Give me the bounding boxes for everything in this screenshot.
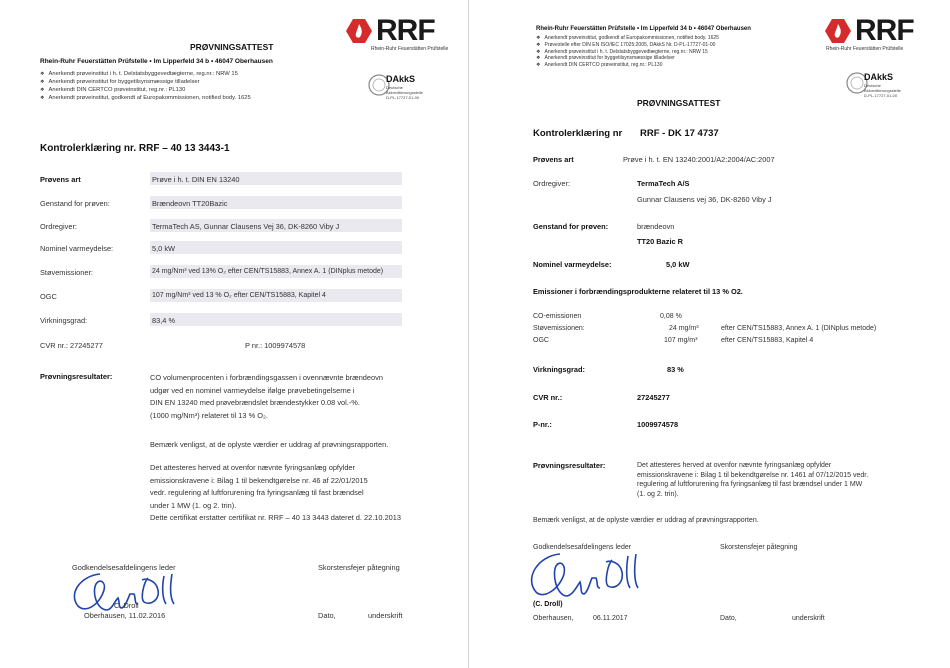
p-label: P-nr.:	[533, 420, 552, 429]
accreditation-item: ❖ Anerkendt DIN CERTCO prøveinstitut, reg.nr.: PL130	[40, 87, 186, 93]
place-date: Oberhausen, 11.02.2016	[84, 611, 166, 620]
row-label: Genstand for prøven:	[40, 199, 110, 208]
result-line: emissionskravene i: Bilag 1 til bekendtgørelse nr. 1461 af 07/12/2015 vedr.	[637, 471, 869, 479]
dakks-caption: Deutsche Akkreditierungsstelle D-PL-17727-01-00	[386, 85, 423, 100]
efficiency-value: 83 %	[667, 365, 684, 374]
object-label: Genstand for prøven:	[533, 222, 609, 231]
header-title: PRØVNINGSATTEST	[190, 42, 274, 52]
chimney-sweep-label: Skorstensfejer påtegning	[720, 544, 798, 551]
row-value: Brændeovn TT20Bazic	[152, 199, 228, 208]
rrf-logo	[824, 16, 914, 52]
underskrift-label: underskrift	[792, 615, 825, 622]
attestation-text	[150, 462, 401, 525]
date: 06.11.2017	[593, 615, 628, 622]
heat-value: 5,0 kW	[666, 260, 690, 269]
approval-label: Godkendelsesafdelingens leder	[72, 563, 176, 572]
underskrift-label: underskrift	[368, 611, 403, 620]
result-label: Prøvningsresultater:	[40, 372, 113, 381]
bullet-icon: ❖	[40, 95, 45, 101]
client-name: TermaTech A/S	[637, 179, 690, 188]
rrf-logo-text: RRF	[376, 14, 435, 47]
heat-label: Nominel varmeydelse:	[533, 260, 612, 269]
accreditation-item: ❖ Anerkendt prøveinstitut for byggetilsynsmæssige tilladelser	[536, 55, 675, 62]
dakks-logo	[846, 68, 901, 98]
row-shade	[150, 313, 402, 326]
dakks-text: DAkkS	[386, 74, 416, 84]
row-value: 107 mg/Nm³ ved 13 % O₂ efter CEN/TS15883, Kapitel 4	[152, 292, 326, 299]
approval-label: Godkendelsesafdelingens leder	[533, 544, 632, 551]
test-label: Prøvens art	[533, 155, 574, 164]
result-line: regulering af luftforurening fra fyringsanlæg til fast brændsel under 1 MW	[637, 481, 863, 488]
flame-icon	[824, 18, 852, 44]
emission-value: 107 mg/m³	[664, 337, 698, 344]
result-line: udgør ved en nominel varmeydelse ifølge prøvebetingelserne i	[150, 385, 355, 395]
emission-method: efter CEN/TS15883, Kapitel 4	[721, 337, 814, 344]
rrf-logo-text: RRF	[855, 14, 914, 47]
declaration-title-value: RRF - DK 17 4737	[640, 128, 719, 139]
accreditation-item: ❖ Anerkendt prøveinstitut, godkendt af Europakommissionen, notified body. 1625	[40, 95, 251, 101]
row-value: 5,0 kW	[152, 244, 175, 253]
row-label: Nominel varmeydelse:	[40, 244, 114, 253]
row-label: Ordregiver:	[40, 222, 77, 231]
declaration-title: Kontrolerklæring nr. RRF – 40 13 3443-1	[40, 143, 230, 154]
signer-name: (C. Droll)	[533, 601, 563, 608]
object-model: TT20 Bazic R	[637, 237, 684, 246]
emissions-heading: Emissioner i forbrændingsprodukterne relateret til 13 % O2.	[533, 287, 743, 296]
row-label: OGC	[40, 292, 57, 301]
signature	[516, 548, 656, 606]
accreditation-list	[40, 70, 251, 102]
rrf-logo	[345, 16, 448, 52]
bullet-icon: ❖	[536, 55, 541, 62]
emission-value: 24 mg/m³	[669, 325, 699, 332]
attest-line: vedr. regulering af luftforurening fra fyringsanlæg til fast brændsel	[150, 488, 364, 497]
row-label: Støvemissioner:	[40, 268, 93, 277]
dato-label: Dato,	[720, 615, 737, 622]
cvr-number: CVR nr.: 27245277	[40, 341, 103, 350]
institute-address: Rhein-Ruhr Feuerstätten Prüfstelle • Im Lipperfeld 34 b • 46047 Oberhausen	[40, 58, 273, 65]
attest-line: Dette certifikat erstatter certifikat nr. RRF – 40 13 3443 dateret d. 22.10.2013	[150, 513, 402, 522]
result-line: (1. og 2. trin).	[637, 490, 679, 498]
p-number: P nr.: 1009974578	[245, 341, 306, 350]
result-line: CO volumenprocenten i forbrændingsgassen i ovennævnte brændeovn	[150, 373, 383, 382]
header-title: PRØVNINGSATTEST	[637, 98, 721, 108]
dakks-caption: Deutsche Akkreditierungsstelle D-PL-17727-01-00	[864, 83, 901, 98]
bullet-icon: ❖	[40, 79, 45, 85]
rrf-tagline: Rhein-Ruhr Feuerstätten Prüfstelle	[371, 46, 449, 52]
institute-address: Rhein-Ruhr Feuerstätten Prüfstelle • Im Lipperfeld 34 b • 46047 Oberhausen	[536, 26, 751, 32]
row-value: TermaTech AS, Gunnar Clausens Vej 36, DK-8260 Viby J	[152, 222, 340, 231]
emission-name: CO-emissionen	[533, 313, 582, 320]
p-value: 1009974578	[637, 420, 679, 429]
row-value: Prøve i h. t. DIN EN 13240	[152, 175, 240, 184]
chimney-sweep-label: Skorstensfejer påtegning	[318, 563, 400, 572]
place: Oberhausen,	[533, 615, 574, 622]
result-text	[150, 372, 383, 422]
accreditation-list	[536, 35, 719, 69]
emission-method: efter CEN/TS15883, Annex A. 1 (DINplus metode)	[721, 325, 877, 332]
dakks-text: DAkkS	[864, 72, 894, 82]
row-label: Prøvens art	[40, 175, 81, 184]
bullet-icon: ❖	[536, 41, 541, 48]
row-value: 24 mg/Nm³ ved 13% O₂ efter CEN/TS15883, Annex A. 1 (DINplus metode)	[152, 268, 384, 275]
row-shade	[150, 241, 402, 254]
cvr-value: 27245277	[637, 393, 670, 402]
declaration-title-label: Kontrolerklæring nr	[533, 128, 623, 139]
certificate-page-left	[0, 0, 469, 668]
attest-line: Det attesteres herved at ovenfor nævnte fyringsanlæg opfylder	[150, 463, 355, 472]
accreditation-item: ❖ Anerkendt prøveinstitut for byggetilsynsmæssige tilladelser	[40, 79, 200, 85]
row-value: 83,4 %	[152, 316, 176, 325]
client-label: Ordregiver:	[533, 179, 570, 188]
dakks-logo	[368, 70, 423, 100]
emission-name: OGC	[533, 337, 549, 344]
efficiency-label: Virkningsgrad:	[533, 365, 586, 374]
result-line: DIN EN 13240 med prøvebrændslet brændestykker 0.08 vol.-%.	[150, 398, 360, 407]
note: Bemærk venligst, at de oplyste værdier er uddrag af prøvningsrapporten.	[150, 440, 389, 449]
row-label: Virkningsgrad:	[40, 316, 88, 325]
emission-name: Støvemissionen:	[533, 325, 585, 332]
flame-icon	[345, 18, 373, 44]
accreditation-item: ❖ Anerkendt DIN CERTCO prøveinstitut, reg.nr.: PL130	[536, 62, 663, 69]
result-line: (1000 mg/Nm³) relateret til 13 % O₂.	[150, 410, 268, 420]
cvr-label: CVR nr.:	[533, 393, 563, 402]
result-label: Prøvningsresultater:	[533, 461, 606, 470]
accreditation-item: ❖ Anerkendt prøveinstitut i h. t. Delstatsbyggevedtægterne, reg.nr.: NRW 15	[40, 71, 238, 77]
dato-label: Dato,	[318, 611, 336, 620]
bullet-icon: ❖	[536, 35, 541, 41]
bullet-icon: ❖	[536, 48, 541, 55]
note: Bemærk venligst, at de oplyste værdier er uddrag af prøvningsrapporten.	[533, 517, 759, 524]
result-text	[637, 461, 868, 499]
accreditation-item: ❖ Anerkendt prøveinstitut i h. t. Delstatsbyggevedtægterne, reg.nr.: NRW 15	[536, 48, 708, 55]
signer-name: C. Droll	[114, 601, 139, 610]
attest-line: emissionskravene i: Bilag 1 til bekendtgørelse nr. 46 af 22/01/2015	[150, 475, 368, 485]
bullet-icon: ❖	[40, 87, 45, 93]
test-value: Prøve i h. t. EN 13240:2001/A2:2004/AC:2007	[623, 155, 775, 164]
client-address: Gunnar Clausens vej 36, DK-8260 Viby J	[637, 195, 772, 204]
bullet-icon: ❖	[536, 62, 541, 69]
emission-value: 0,08 %	[660, 313, 682, 320]
accreditation-item: ❖ Prøvestelle efter DIN EN ISO/IEC 17025:2005, DAkkS Nr. D-PL-17727-01-00	[536, 41, 716, 48]
bullet-icon: ❖	[40, 71, 45, 77]
object-type: brændeovn	[637, 222, 675, 231]
accreditation-item: ❖ Anerkendt prøveinstitut, godkendt af Europakommissionen, notified body. 1625	[536, 35, 719, 41]
attest-line: under 1 MW (1. og 2. trin).	[150, 500, 237, 510]
certificate-page-right	[476, 0, 950, 668]
rrf-tagline: Rhein-Ruhr Feuerstätten Prüfstelle	[826, 46, 904, 52]
result-line: Det attesteres herved at ovenfor nævnte fyringsanlæg opfylder	[637, 462, 832, 469]
